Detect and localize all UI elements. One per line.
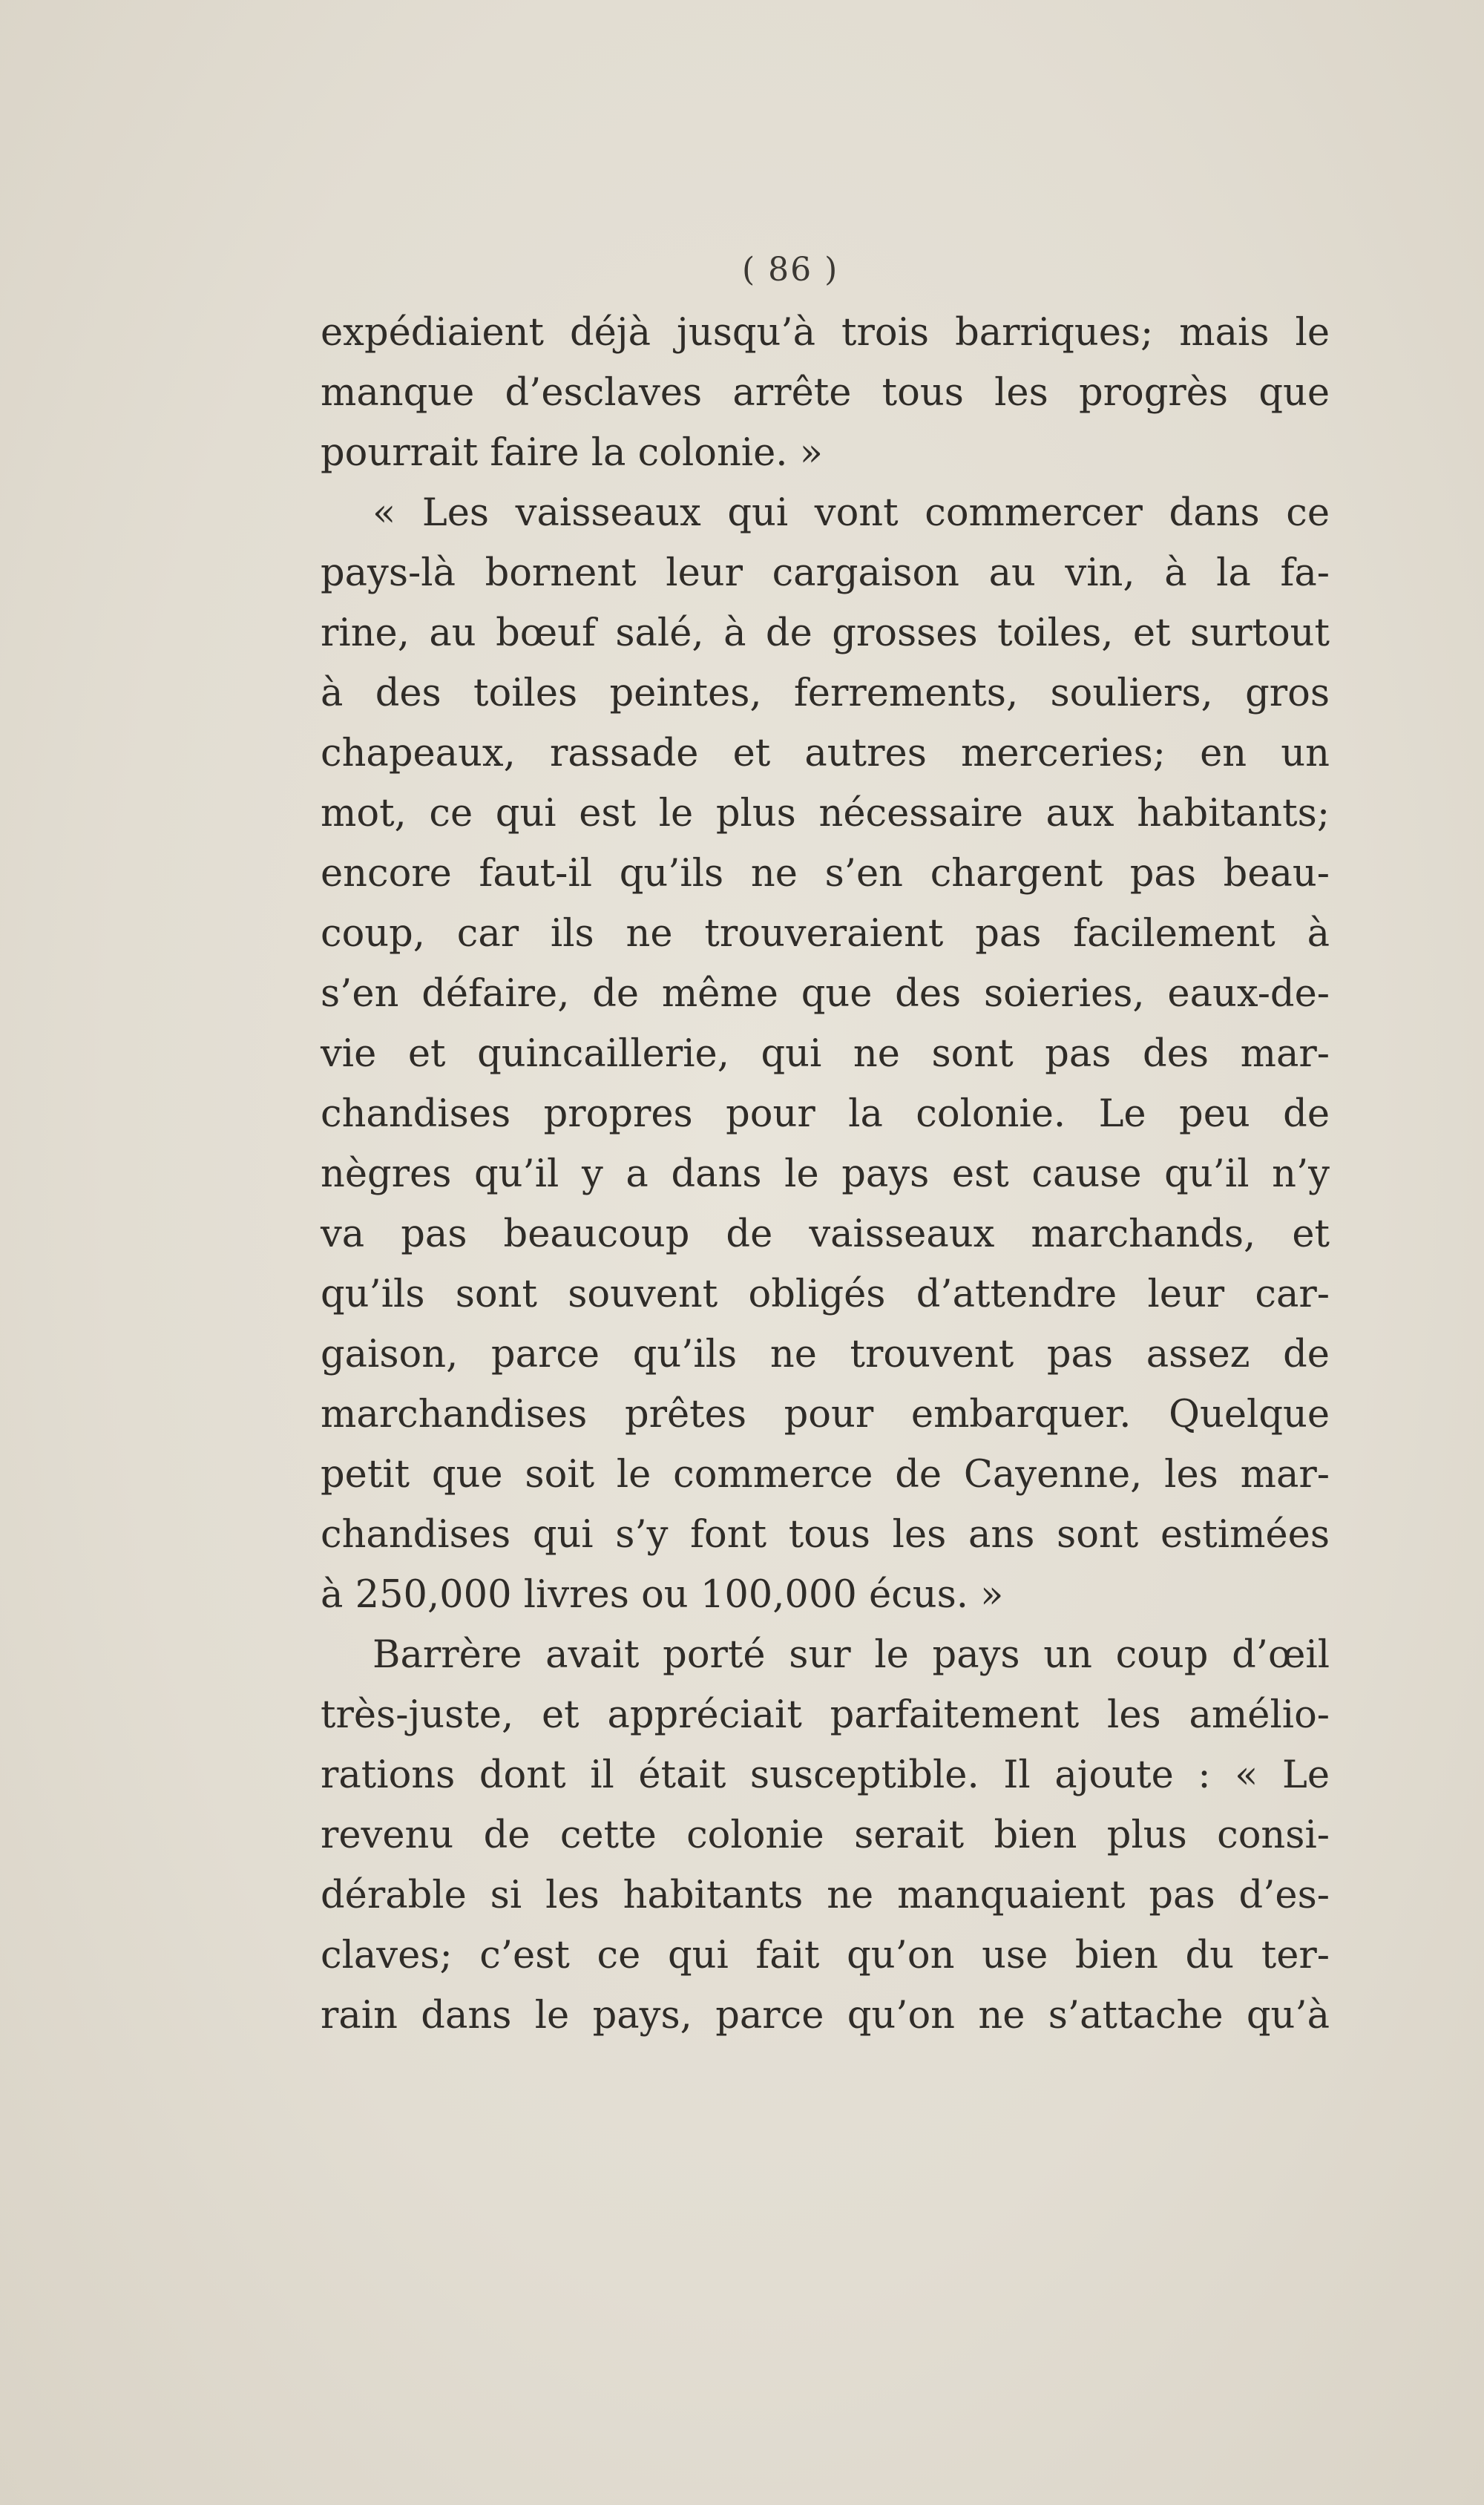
- text-line: rine, au bœuf salé, à de grosses toiles, et surtout: [321, 611, 1330, 655]
- text-line: vie et quincaillerie, qui ne sont pas des mar-: [321, 1032, 1330, 1076]
- text-line: chandises qui s’y font tous les ans sont estimées: [321, 1513, 1330, 1557]
- text-line: s’en défaire, de même que des soieries, eaux-de-: [321, 972, 1330, 1016]
- text-line: va pas beaucoup de vaisseaux marchands, et: [321, 1212, 1330, 1256]
- text-line: chapeaux, rassade et autres merceries; en un: [321, 732, 1330, 775]
- text-line: pays-là bornent leur cargaison au vin, à la fa-: [321, 551, 1330, 595]
- text-line: chandises propres pour la colonie. Le peu de: [321, 1092, 1330, 1136]
- text-line: qu’ils sont souvent obligés d’attendre leur car-: [321, 1273, 1330, 1316]
- text-line: encore faut-il qu’ils ne s’en chargent pas beau-: [321, 852, 1330, 896]
- text-line: nègres qu’il y a dans le pays est cause qu’il n’y: [321, 1152, 1330, 1196]
- text-line: mot, ce qui est le plus nécessaire aux habitants;: [321, 792, 1330, 835]
- text-line: petit que soit le commerce de Cayenne, les mar-: [321, 1453, 1330, 1497]
- text-line: très-juste, et appréciait parfaitement les amélio-: [321, 1693, 1330, 1737]
- body-text: [321, 303, 1330, 2046]
- text-line: Barrère avait porté sur le pays un coup d’œil: [372, 1633, 1330, 1677]
- page-number: ( 86 ): [742, 251, 839, 289]
- text-line: à 250,000 livres ou 100,000 écus. »: [321, 1573, 1004, 1617]
- text-line: coup, car ils ne trouveraient pas facilement à: [321, 912, 1330, 956]
- text-line: claves; c’est ce qui fait qu’on use bien du ter-: [321, 1934, 1330, 1977]
- text-line: marchandises prêtes pour embarquer. Quelque: [321, 1393, 1330, 1437]
- text-line: rain dans le pays, parce qu’on ne s’attache qu’à: [321, 1994, 1330, 2038]
- text-line: dérable si les habitants ne manquaient pas d’es-: [321, 1874, 1330, 1917]
- text-line: rations dont il était susceptible. Il ajoute : « Le: [321, 1753, 1330, 1797]
- text-line: gaison, parce qu’ils ne trouvent pas assez de: [321, 1333, 1330, 1376]
- text-line: « Les vaisseaux qui vont commercer dans ce: [372, 491, 1330, 535]
- text-line: expédiaient déjà jusqu’à trois barriques; mais le: [321, 311, 1330, 355]
- text-line: pourrait faire la colonie. »: [321, 431, 823, 475]
- text-line: à des toiles peintes, ferrements, souliers, gros: [321, 672, 1330, 715]
- text-line: manque d’esclaves arrête tous les progrès que: [321, 371, 1330, 415]
- text-line: revenu de cette colonie serait bien plus consi-: [321, 1813, 1330, 1857]
